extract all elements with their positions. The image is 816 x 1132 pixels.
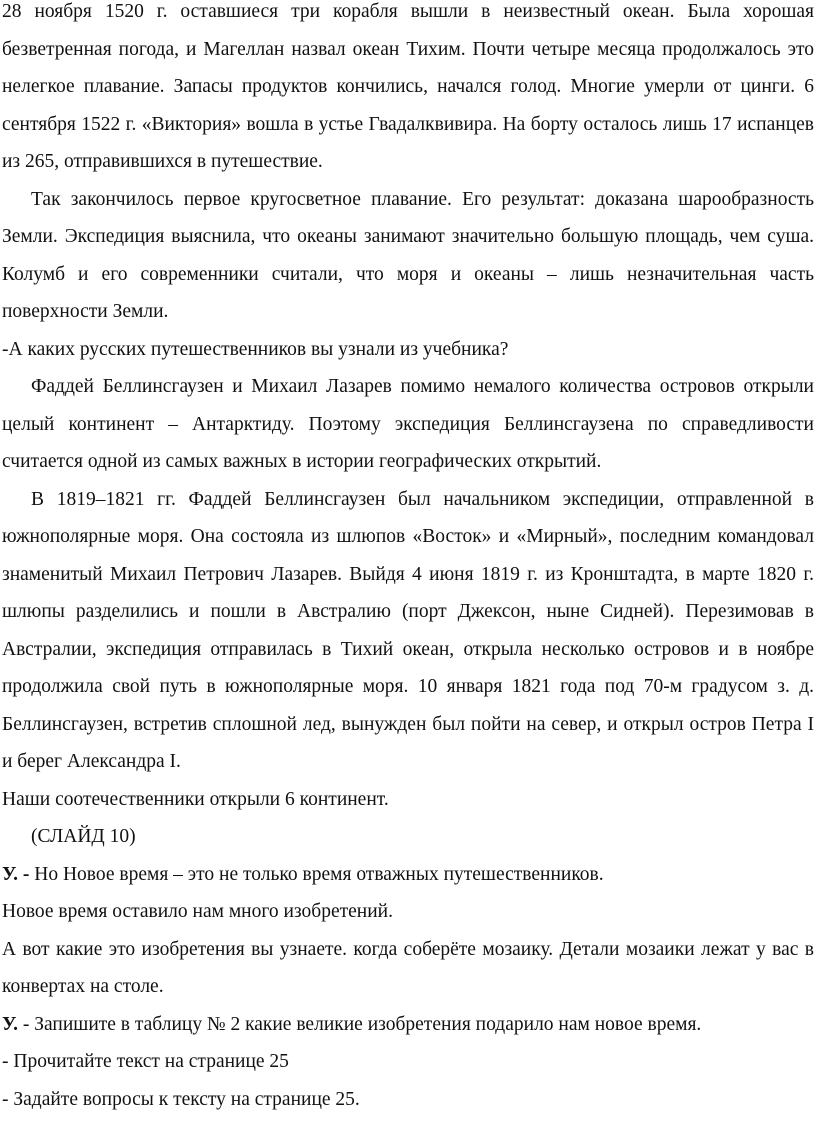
speaker-text: - Запишите в таблицу № 2 какие великие изобретения подарило нам новое время. <box>18 1013 702 1035</box>
paragraph-magellan-voyage: 28 ноября 1520 г. оставшиеся три корабля вышли в неизвестный океан. Была хорошая безветренная погода, и Магеллан назвал океан Тихим. Почти четыре месяца продолжалось это нелегкое плавание. Запасы продуктов кончились, начался голод. Многие умерли от цинги. 6 сентября 1522 г. «Виктория» вошла в устье Гвадалквивира. На борту осталось лишь 17 испанцев из 265, отправившихся в путешествие. <box>2 1 814 172</box>
paragraph-mosaic: А вот какие это изобретения вы узнаете. когда соберёте мозаику. Детали мозаики лежат у вас в конвертах на столе. <box>2 938 814 997</box>
teacher-line-table-task <box>2 1006 814 1044</box>
paragraph-sixth-continent: Наши соотечественники открыли 6 континент. <box>2 788 389 810</box>
speaker-label: У. <box>2 1013 19 1035</box>
teacher-line-new-time <box>2 856 814 894</box>
speaker-label: У. - <box>2 863 30 885</box>
paragraph-first-circumnavigation: Так закончилось первое кругосветное плавание. Его результат: доказана шарообразность Земли. Экспедиция выяснила, что океаны занимают значительно большую площадь, чем суша. Колумб и его современники считали, что моря и океаны – лишь незначительная часть поверхности Земли. <box>2 188 814 322</box>
task-read-page: - Прочитайте текст на странице 25 <box>2 1051 289 1072</box>
paragraph-bellingshausen-lazarev: Фаддей Беллинсгаузен и Михаил Лазарев помимо немалого количества островов открыли целый континент – Антарктиду. Поэтому экспедиция Беллинсгаузена по справедливости считается одной из самых важных в истории географических открытий. <box>2 376 814 472</box>
slide-marker: (СЛАЙД 10) <box>31 826 136 847</box>
question-russian-travelers: -А каких русских путешественников вы узнали из учебника? <box>2 338 509 360</box>
task-ask-questions: - Задайте вопросы к тексту на странице 25. <box>2 1088 360 1110</box>
paragraph-inventions: Новое время оставило нам много изобретений. <box>2 901 393 922</box>
paragraph-expedition-1819-1821: В 1819–1821 гг. Фаддей Беллинсгаузен был начальником экспедиции, отправленной в южнополярные моря. Она состояла из шлюпов «Восток» и «Мирный», последним командовал знаменитый Михаил Петрович Лазарев. Выйдя 4 июня 1819 г. из Кронштадта, в марте 1820 г. шлюпы разделились и пошли в Австралию (порт Джексон, ныне Сидней). Перезимовав в Австралии, экспедиция отправилась в Тихий океан, открыла несколько островов и в ноябре продолжила свой путь в южнополярные моря. 10 января 1821 года под 70-м градусом з. д. Беллинсгаузен, встретив сплошной лед, вынужден был пойти на север, и открыл остров Петра I и берег Александра I. <box>2 488 814 772</box>
speaker-text: Но Новое время – это не только время отважных путешественников. <box>29 863 604 885</box>
